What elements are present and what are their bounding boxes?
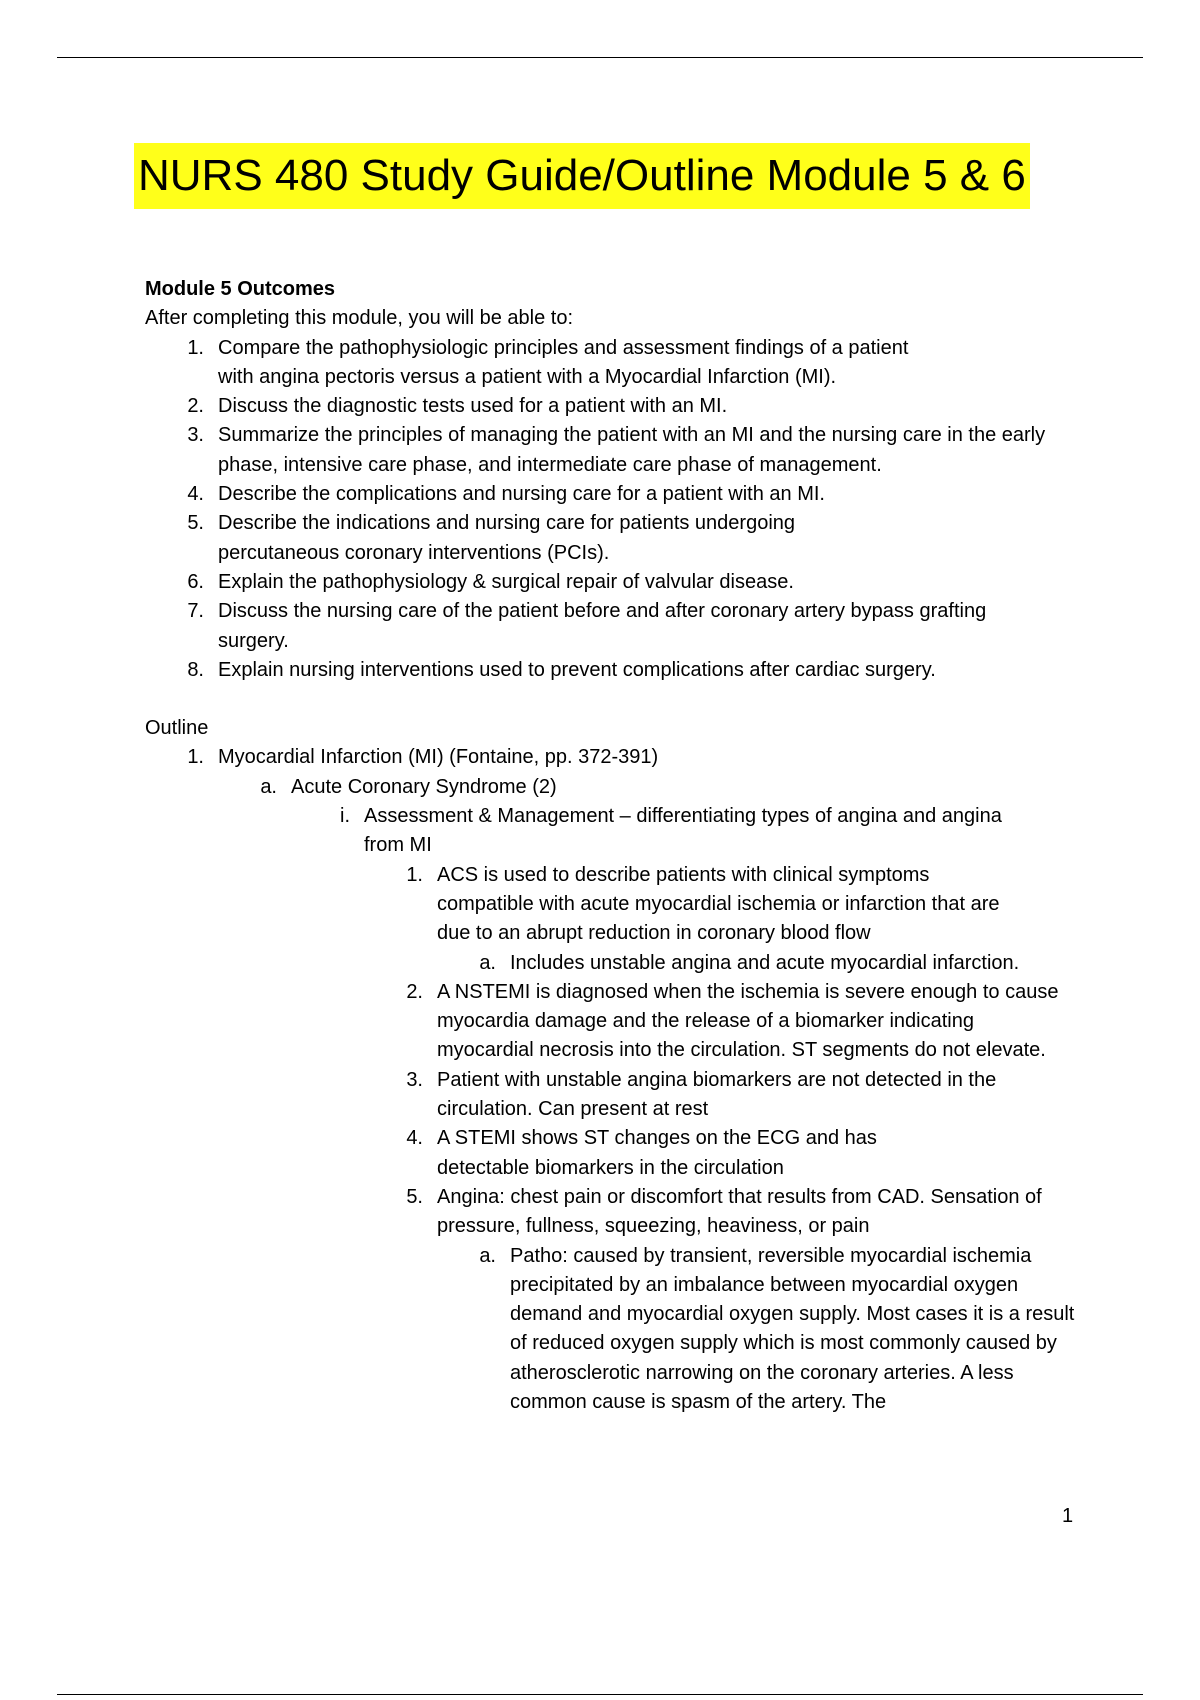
page-number: 1 — [1062, 1505, 1074, 1527]
list-number: a. — [479, 1244, 496, 1267]
list-number: 5. — [187, 512, 204, 535]
list-item — [145, 480, 1095, 509]
list-text: Patient with unstable angina biomarkers are not detected in the circulation. Can present at rest — [437, 1068, 997, 1121]
list-text: A NSTEMI is diagnosed when the ischemia is severe enough to cause myocardia damage and the release of a biomarker indicating myocardial necrosis into the circulation. ST segments do not elevate. — [437, 980, 1059, 1062]
document-body — [145, 275, 1095, 1417]
list-number: 1. — [406, 863, 423, 886]
list-text: Discuss the nursing care of the patient before and after coronary artery bypass grafting surgery. — [218, 600, 987, 652]
list-item — [145, 597, 1095, 656]
list-text: Patho: caused by transient, reversible myocardial ischemia precipitated by an imbalance between myocardial oxygen demand and myocardial oxygen supply. Most cases it is a result of reduced oxygen supply which is most commonly caused by atherosclerotic narrowing on the coronary arteries. A less common cause is spasm of the artery. The — [510, 1244, 1075, 1413]
list-item — [437, 1242, 1095, 1418]
list-number: 3. — [406, 1068, 423, 1091]
outline-points — [364, 978, 1095, 1242]
outline-heading: Outline — [145, 717, 209, 740]
list-text: ACS is used to describe patients with clinical symptoms compatible with acute myocardial ischemia or infarction that are due to an abrupt reduction in coronary blood flow — [437, 863, 1000, 945]
list-text: Angina: chest pain or discomfort that results from CAD. Sensation of pressure, fullness, squeezing, heaviness, or pain — [437, 1185, 1042, 1238]
list-text: Assessment & Management – differentiating types of angina and angina from MI — [364, 805, 1002, 857]
list-number: 5. — [406, 1185, 423, 1208]
list-item — [364, 1066, 1095, 1125]
document-title: NURS 480 Study Guide/Outline Module 5 & 6 — [134, 143, 1030, 209]
list-number: 4. — [406, 1127, 423, 1150]
top-rule — [57, 57, 1143, 58]
spacer — [145, 685, 1095, 714]
list-text: Compare the pathophysiologic principles and assessment findings of a patient with angina pectoris versus a patient with a Myocardial Infarction (MI). — [218, 336, 909, 388]
list-item — [145, 656, 1095, 685]
list-item — [364, 1124, 1095, 1183]
list-number: 4. — [187, 483, 204, 506]
list-item — [364, 861, 1095, 949]
outline-points — [364, 861, 1095, 949]
list-number: 1. — [187, 336, 204, 359]
list-item — [437, 949, 1095, 978]
bottom-rule — [57, 1694, 1143, 1695]
list-number: 2. — [187, 395, 204, 418]
list-text: Explain nursing interventions used to prevent complications after cardiac surgery. — [218, 658, 936, 681]
list-item — [145, 743, 1095, 772]
list-item — [218, 773, 1095, 802]
list-text: Describe the indications and nursing care for patients undergoing percutaneous coronary interventions (PCIs). — [218, 512, 796, 564]
list-number: i. — [340, 805, 350, 828]
list-item — [145, 421, 1095, 480]
list-item — [145, 392, 1095, 421]
outline-sublist — [218, 773, 1095, 802]
list-text: Discuss the diagnostic tests used for a patient with an MI. — [218, 395, 728, 418]
list-text: Includes unstable angina and acute myocardial infarction. — [510, 951, 1020, 974]
list-text: Summarize the principles of managing the patient with an MI and the nursing care in the early phase, intensive care phase, and intermediate care phase of management. — [218, 424, 1046, 476]
list-item — [291, 802, 1095, 861]
list-item — [145, 509, 1095, 568]
list-number: 1. — [187, 746, 204, 769]
outline-subsublist — [291, 802, 1095, 861]
outcomes-intro: After completing this module, you will be able to: — [145, 307, 573, 330]
list-item — [364, 978, 1095, 1066]
outcomes-list — [145, 334, 1095, 686]
outline-list — [145, 743, 1095, 772]
list-number: a. — [260, 775, 277, 798]
list-number: 8. — [187, 658, 204, 681]
list-text: Acute Coronary Syndrome (2) — [291, 775, 557, 798]
list-number: a. — [479, 951, 496, 974]
list-text: A STEMI shows ST changes on the ECG and has detectable biomarkers in the circulation — [437, 1127, 877, 1179]
list-text: Describe the complications and nursing care for a patient with an MI. — [218, 483, 825, 506]
list-number: 6. — [187, 570, 204, 593]
list-item — [145, 568, 1095, 597]
list-text: Myocardial Infarction (MI) (Fontaine, pp. 372-391) — [218, 746, 659, 769]
outcomes-heading: Module 5 Outcomes — [145, 278, 336, 300]
list-number: 3. — [187, 424, 204, 447]
list-number: 7. — [187, 600, 204, 623]
list-item — [364, 1183, 1095, 1242]
outline-subpoints — [437, 949, 1095, 978]
list-number: 2. — [406, 980, 423, 1003]
list-text: Explain the pathophysiology & surgical repair of valvular disease. — [218, 570, 794, 593]
list-item — [145, 334, 1095, 393]
outline-subpoints — [437, 1242, 1095, 1418]
